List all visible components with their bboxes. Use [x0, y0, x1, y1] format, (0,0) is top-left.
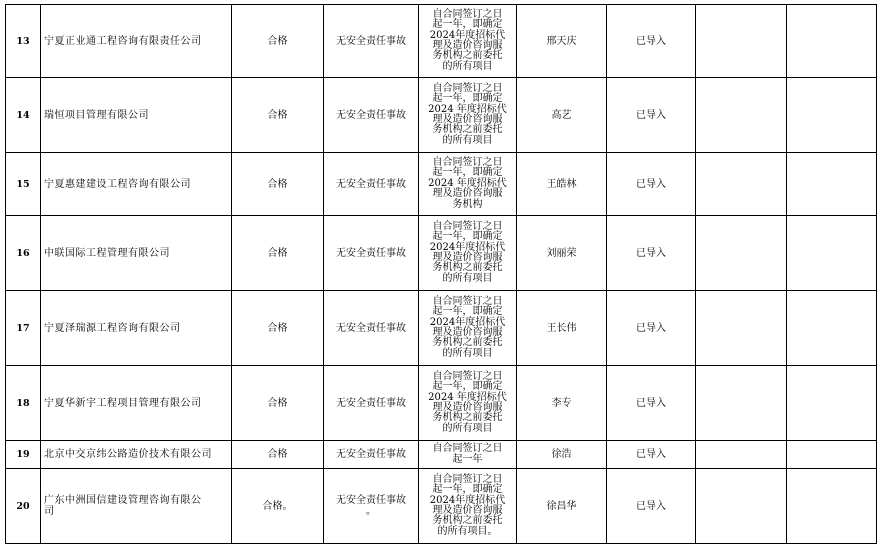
row-number: 20	[6, 469, 41, 544]
table-row	[6, 216, 877, 291]
safety-record: 无安全责任事故	[324, 441, 419, 469]
evaluation-result: 合格	[232, 78, 324, 153]
service-term: 自合同签订之日 起一年，即确定 2024 年度招标代 理及造价咨询服 务机构之前委托 的所有项目	[419, 366, 517, 441]
extra-cell	[696, 291, 787, 366]
import-status: 已导入	[607, 291, 696, 366]
evaluation-result: 合格	[232, 291, 324, 366]
evaluation-result: 合格。	[232, 469, 324, 544]
extra-cell	[787, 469, 877, 544]
safety-record: 无安全责任事故	[324, 78, 419, 153]
row-number: 18	[6, 366, 41, 441]
extra-cell	[787, 366, 877, 441]
company-name: 宁夏惠建建设工程咨询有限公司	[41, 153, 232, 216]
project-table	[5, 4, 877, 544]
safety-record: 无安全责任事故	[324, 5, 419, 78]
contact-person: 李专	[517, 366, 607, 441]
safety-record: 无安全责任事故	[324, 153, 419, 216]
evaluation-result: 合格	[232, 153, 324, 216]
company-name: 北京中交京纬公路造价技术有限公司	[41, 441, 232, 469]
company-name: 宁夏华新宇工程项目管理有限公司	[41, 366, 232, 441]
evaluation-result: 合格	[232, 5, 324, 78]
row-number: 14	[6, 78, 41, 153]
import-status: 已导入	[607, 153, 696, 216]
row-number: 17	[6, 291, 41, 366]
service-term: 自合同签订之日 起一年，即确定 2024年度招标代 理及造价咨询服 务机构之前委托 的所有项目。	[419, 469, 517, 544]
row-number: 15	[6, 153, 41, 216]
extra-cell	[696, 78, 787, 153]
service-term: 自合同签订之日 起一年，即确定 2024年度招标代 理及造价咨询服 务机构之前委托 的所有项目	[419, 216, 517, 291]
safety-record: 无安全责任事故	[324, 216, 419, 291]
contact-person: 刘丽荣	[517, 216, 607, 291]
extra-cell	[787, 153, 877, 216]
import-status: 已导入	[607, 366, 696, 441]
service-term: 自合同签订之日 起一年，即确定 2024 年度招标代 理及造价咨询服 务机构之前委托 的所有项目	[419, 78, 517, 153]
evaluation-result: 合格	[232, 216, 324, 291]
table-row	[6, 78, 877, 153]
import-status: 已导入	[607, 5, 696, 78]
company-name: 广东中洲国信建设管理咨询有限公 司	[41, 469, 232, 544]
safety-record: 无安全责任事故 。	[324, 469, 419, 544]
extra-cell	[696, 216, 787, 291]
evaluation-result: 合格	[232, 366, 324, 441]
contact-person: 邢天庆	[517, 5, 607, 78]
extra-cell	[787, 441, 877, 469]
evaluation-result: 合格	[232, 441, 324, 469]
extra-cell	[696, 153, 787, 216]
service-term: 自合同签订之日 起一年，即确定 2024 年度招标代 理及造价咨询服 务机构	[419, 153, 517, 216]
table-row	[6, 469, 877, 544]
import-status: 已导入	[607, 78, 696, 153]
import-status: 已导入	[607, 441, 696, 469]
import-status: 已导入	[607, 469, 696, 544]
import-status: 已导入	[607, 216, 696, 291]
extra-cell	[787, 291, 877, 366]
extra-cell	[696, 441, 787, 469]
safety-record: 无安全责任事故	[324, 291, 419, 366]
extra-cell	[787, 216, 877, 291]
table-row	[6, 153, 877, 216]
contact-person: 王皓林	[517, 153, 607, 216]
row-number: 13	[6, 5, 41, 78]
contact-person: 徐浩	[517, 441, 607, 469]
company-name: 中联国际工程管理有限公司	[41, 216, 232, 291]
safety-record: 无安全责任事故	[324, 366, 419, 441]
table-row	[6, 366, 877, 441]
extra-cell	[696, 469, 787, 544]
extra-cell	[787, 5, 877, 78]
service-term: 自合同签订之日 起一年，即确定 2024年度招标代 理及造价咨询服 务机构之前委托 的所有项目	[419, 291, 517, 366]
service-term: 自合同签订之日 起一年，即确定 2024年度招标代 理及造价咨询服 务机构之前委托 的所有项目	[419, 5, 517, 78]
contact-person: 高艺	[517, 78, 607, 153]
extra-cell	[696, 366, 787, 441]
row-number: 16	[6, 216, 41, 291]
extra-cell	[787, 78, 877, 153]
contact-person: 徐昌华	[517, 469, 607, 544]
company-name: 宁夏泽瑞源工程咨询有限公司	[41, 291, 232, 366]
contact-person: 王长伟	[517, 291, 607, 366]
extra-cell	[696, 5, 787, 78]
company-name: 宁夏正业通工程咨询有限责任公司	[41, 5, 232, 78]
table-row	[6, 5, 877, 78]
table-row	[6, 291, 877, 366]
row-number: 19	[6, 441, 41, 469]
service-term: 自合同签订之日 起一年	[419, 441, 517, 469]
company-name: 瑞恒项目管理有限公司	[41, 78, 232, 153]
table-row	[6, 441, 877, 469]
